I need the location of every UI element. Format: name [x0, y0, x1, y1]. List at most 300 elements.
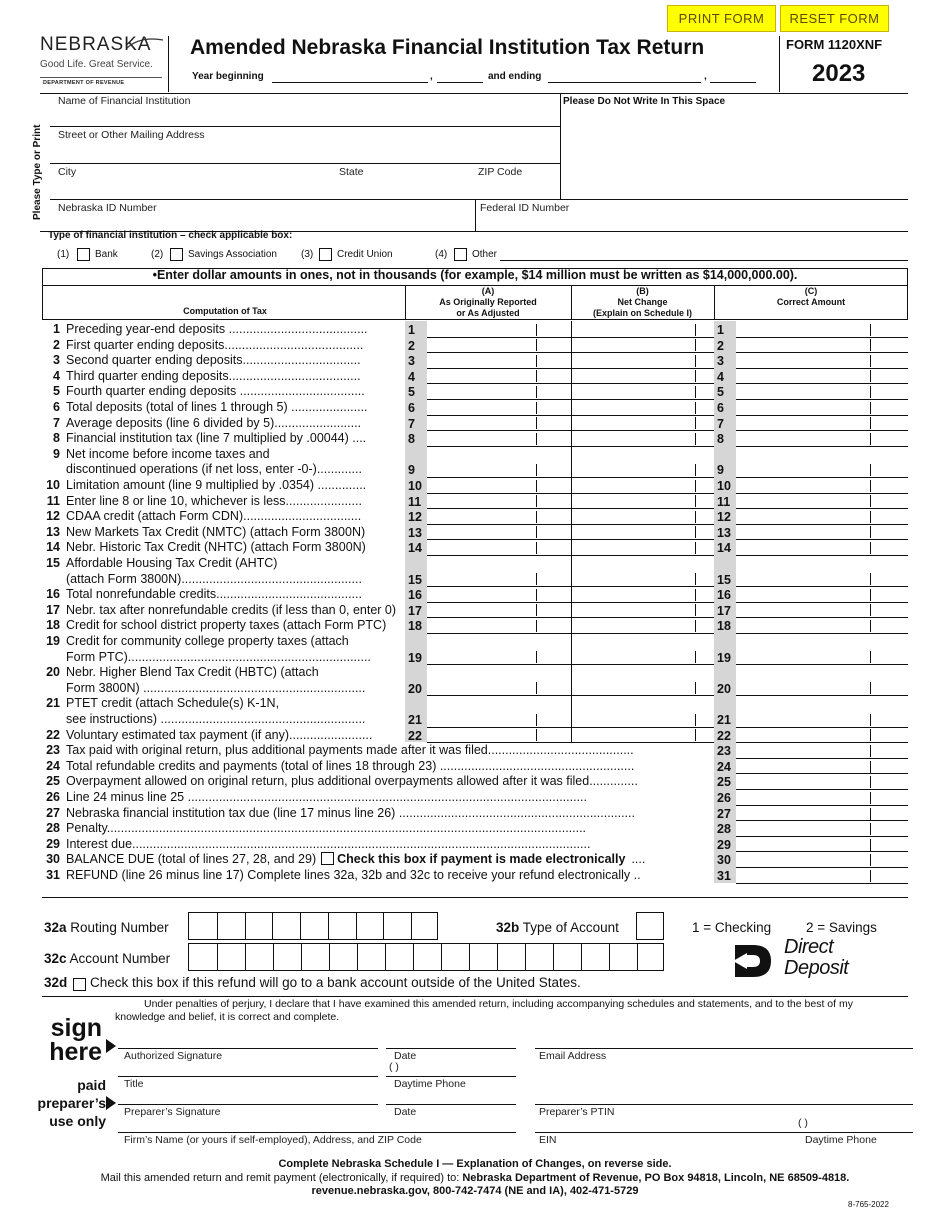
preparer-signature-label: Preparer’s Signature — [124, 1106, 221, 1118]
account-number-input[interactable] — [188, 943, 664, 971]
amount-c-input[interactable] — [736, 368, 908, 384]
amount-c-input[interactable] — [736, 321, 908, 337]
amount-b-input[interactable] — [571, 430, 714, 446]
line-label-cont: see instructions) ........................................................... — [66, 712, 366, 726]
amount-separator — [536, 355, 537, 367]
amount-c-input[interactable] — [736, 383, 908, 399]
digit-cell-divider — [581, 944, 582, 970]
amount-separator — [695, 464, 696, 476]
digit-cell-divider — [497, 944, 498, 970]
account-type-num: 32b — [496, 920, 520, 935]
line-label-cont: Form PTC)...................................................................... — [66, 649, 371, 664]
amount-c-input[interactable] — [736, 539, 908, 555]
amount-a-input[interactable] — [427, 695, 571, 726]
sign-word: sign — [50, 1014, 102, 1042]
amount-a-input[interactable] — [427, 539, 571, 555]
amount-c-input[interactable] — [736, 430, 908, 446]
amount-separator — [870, 870, 871, 882]
amount-b-input[interactable] — [571, 586, 714, 602]
line-label: Affordable Housing Tax Credit (AHTC) — [66, 556, 278, 570]
col-c-line1: Correct Amount — [776, 297, 846, 307]
paid-preparer-label — [30, 1076, 106, 1130]
amount-separator — [695, 324, 696, 336]
line-label: Line 24 minus line 25 ................................................................................................................... — [66, 790, 587, 804]
line-number: 6 — [53, 400, 60, 414]
foreign-bank-checkbox[interactable] — [73, 978, 86, 991]
opt-num: (4) — [435, 249, 448, 260]
line-box-c: 24 — [714, 758, 736, 774]
amount-b-input[interactable] — [571, 524, 714, 540]
email-label: Email Address — [539, 1050, 607, 1062]
amount-separator — [870, 355, 871, 367]
amount-b-input[interactable] — [571, 383, 714, 399]
line-label: Total refundable credits and payments (total of lines 18 through 23) ........................................................ — [66, 758, 635, 773]
line-box-c: 13 — [714, 524, 736, 540]
amount-a-input[interactable] — [427, 368, 571, 384]
amount-b-input[interactable] — [571, 602, 714, 618]
comma-sep: , — [704, 71, 707, 82]
line-label: Second quarter ending deposits.................................. — [66, 353, 361, 368]
amount-b-input[interactable] — [571, 695, 714, 726]
amount-c-input[interactable] — [736, 352, 908, 368]
direct-deposit-icon — [733, 941, 775, 981]
digit-cell-divider — [411, 913, 412, 939]
preparer-phone-label: Daytime Phone — [805, 1134, 877, 1146]
line-box-c: 2 — [714, 337, 736, 353]
here-word: here — [49, 1038, 102, 1066]
amount-separator — [536, 433, 537, 445]
line-number: 23 — [46, 743, 60, 758]
line-box-a: 9 — [405, 446, 427, 477]
amount-separator — [870, 792, 871, 804]
amount-c-input[interactable] — [736, 337, 908, 353]
amount-b-input[interactable] — [571, 477, 714, 493]
title-label: Title — [124, 1078, 144, 1090]
ein-label: EIN — [539, 1134, 557, 1146]
line-number: 22 — [46, 727, 60, 742]
col-b-letter: (B) — [636, 286, 649, 296]
amount-a-input[interactable] — [427, 352, 571, 368]
line-label: Credit for school district property taxes (attach Form PTC) — [66, 618, 387, 633]
amount-c-input[interactable] — [736, 758, 908, 774]
routing-label: Routing Number — [70, 920, 169, 935]
line-box-a: 22 — [405, 727, 427, 743]
amount-separator — [536, 589, 537, 601]
line-label: REFUND (line 26 minus line 17) Complete lines 32a, 32b and 32c to receive your refund electronically .. — [66, 868, 641, 882]
amount-separator — [536, 495, 537, 507]
line-label-cont: Form 3800N) ................................................................ — [66, 680, 366, 695]
col-a-line2: or As Adjusted — [456, 308, 520, 318]
digit-cell-divider — [385, 944, 386, 970]
amount-a-input[interactable] — [427, 430, 571, 446]
line-box-c: 4 — [714, 368, 736, 384]
amount-a-input[interactable] — [427, 664, 571, 695]
amount-b-input[interactable] — [571, 633, 714, 664]
amount-c-input[interactable] — [736, 415, 908, 431]
amount-b-input[interactable] — [571, 508, 714, 524]
amount-separator — [695, 495, 696, 507]
row-rule — [736, 883, 908, 884]
amount-separator — [870, 417, 871, 429]
amount-b-input[interactable] — [571, 539, 714, 555]
amount-separator — [536, 651, 537, 663]
line-box-c: 18 — [714, 617, 736, 633]
line-label: Tax paid with original return, plus additional payments made after it was filed.......................................... — [66, 743, 634, 758]
digit-cell-divider — [357, 944, 358, 970]
amount-separator — [536, 464, 537, 476]
line-label — [66, 852, 711, 866]
line-label: Total deposits (total of lines 1 through 5) ...................... — [66, 400, 368, 414]
amount-separator — [536, 370, 537, 382]
line-text: BALANCE DUE (total of lines 27, 28, and 29) — [66, 852, 317, 867]
amount-c-input[interactable] — [736, 820, 908, 836]
line-box-a: 17 — [405, 602, 427, 618]
savings-assoc-label: Savings Association — [188, 249, 277, 260]
foreign-bank-num: 32d — [44, 975, 68, 990]
digit-cell-divider — [356, 913, 357, 939]
digit-cell-divider — [329, 944, 330, 970]
other-checkbox[interactable] — [454, 248, 467, 261]
amount-b-input[interactable] — [571, 493, 714, 509]
digit-cell-divider — [217, 913, 218, 939]
year-ending-label: and ending — [488, 71, 542, 82]
amount-b-input[interactable] — [571, 727, 714, 743]
name-field-label: Name of Financial Institution — [58, 95, 191, 107]
zip-field-label: ZIP Code — [478, 166, 523, 178]
amount-separator — [870, 402, 871, 414]
amount-separator — [870, 324, 871, 336]
line-label: Fourth quarter ending deposits .................................... — [66, 384, 365, 399]
institution-type-label: Type of financial institution – check applicable box: — [48, 230, 293, 241]
amount-separator — [695, 370, 696, 382]
line-box-a: 14 — [405, 539, 427, 555]
amount-a-input[interactable] — [427, 555, 571, 586]
digit-cell-divider — [383, 913, 384, 939]
opt-num: (1) — [57, 249, 70, 260]
line-number: 7 — [53, 415, 60, 430]
line-box-c: 11 — [714, 493, 736, 509]
line-box-c: 16 — [714, 586, 736, 602]
line-label-cont: discontinued operations (if net loss, enter -0-)............. — [66, 462, 362, 477]
dd-word2: Deposit — [784, 957, 849, 979]
amount-separator — [536, 511, 537, 523]
line-box-a: 2 — [405, 337, 427, 353]
line-box-a: 8 — [405, 430, 427, 446]
routing-number-input[interactable] — [188, 912, 438, 940]
logo-tagline: Good Life. Great Service. — [40, 59, 153, 70]
amount-separator — [695, 433, 696, 445]
line-number: 30 — [46, 852, 60, 867]
amount-separator — [536, 339, 537, 351]
form-code: 8-765-2022 — [848, 1200, 889, 1209]
line-box-a: 19 — [405, 633, 427, 664]
use-only-word: use only — [49, 1113, 106, 1129]
amount-b-input[interactable] — [571, 415, 714, 431]
amount-separator — [870, 682, 871, 694]
amount-b-input[interactable] — [571, 664, 714, 695]
amount-c-input[interactable] — [736, 446, 908, 477]
line-number: 24 — [46, 758, 60, 773]
amount-a-input[interactable] — [427, 633, 571, 664]
amount-separator — [695, 339, 696, 351]
line-box-c: 12 — [714, 508, 736, 524]
line-label: Voluntary estimated tax payment (if any)........................ — [66, 727, 373, 742]
amount-separator — [536, 324, 537, 336]
reset-form-button[interactable]: RESET FORM — [780, 5, 889, 32]
checking-option: 1 = Checking — [692, 920, 772, 935]
line-label: Interest due.................................................................................................................................... — [66, 836, 591, 851]
account-type-input[interactable] — [636, 912, 664, 940]
amount-separator — [870, 386, 871, 398]
credit-union-label: Credit Union — [337, 249, 393, 260]
line-number: 3 — [53, 353, 60, 368]
amount-c-input[interactable] — [736, 493, 908, 509]
digit-cell-divider — [469, 944, 470, 970]
amount-a-input[interactable] — [427, 446, 571, 477]
routing-num: 32a — [44, 920, 67, 935]
amount-b-input[interactable] — [571, 617, 714, 633]
footer-schedule-note: Complete Nebraska Schedule I — Explanation of Changes, on reverse side. — [278, 1158, 672, 1170]
line-label: Enter line 8 or line 10, whichever is less...................... — [66, 493, 362, 508]
amount-c-input[interactable] — [736, 477, 908, 493]
line-number: 9 — [53, 446, 60, 461]
digit-cell-divider — [300, 913, 301, 939]
col-b-header — [571, 286, 714, 319]
line-number: 20 — [46, 665, 60, 680]
col-b-line2: (Explain on Schedule I) — [592, 308, 692, 318]
amount-separator — [695, 542, 696, 554]
line-box-a: 21 — [405, 695, 427, 726]
amount-c-input[interactable] — [736, 524, 908, 540]
auth-signature-label: Authorized Signature — [124, 1050, 223, 1062]
amount-separator — [536, 417, 537, 429]
amount-a-input[interactable] — [427, 493, 571, 509]
line-label: Credit for community college property taxes (attach — [66, 634, 349, 648]
bank-label: Bank — [95, 249, 118, 260]
amount-separator — [536, 604, 537, 616]
col-c-header — [714, 286, 908, 308]
col-c-letter: (C) — [804, 286, 818, 296]
logo-dept: DEPARTMENT OF REVENUE — [43, 80, 125, 86]
declaration-text: Under penalties of perjury, I declare that I have examined this amended return, including accompanying schedules and statements, and to the best of my — [144, 998, 853, 1010]
do-not-write-label: Please Do Not Write In This Space — [563, 96, 726, 107]
amount-separator — [695, 714, 696, 726]
amount-separator — [870, 808, 871, 820]
line-box-c: 3 — [714, 352, 736, 368]
amount-c-input[interactable] — [736, 773, 908, 789]
amount-a-input[interactable] — [427, 321, 571, 337]
savings-assoc-checkbox[interactable] — [170, 248, 183, 261]
amount-separator — [870, 464, 871, 476]
digit-cell-divider — [301, 944, 302, 970]
amount-c-input[interactable] — [736, 867, 908, 883]
line-box-a: 7 — [405, 415, 427, 431]
amount-c-input[interactable] — [736, 851, 908, 867]
city-field-label: City — [58, 166, 77, 178]
line-label: Limitation amount (line 9 multiplied by .0354) .............. — [66, 478, 367, 492]
line-box-c: 21 — [714, 695, 736, 726]
line-number: 10 — [46, 478, 60, 492]
bank-checkbox[interactable] — [77, 248, 90, 261]
amount-a-input[interactable] — [427, 399, 571, 415]
amount-separator — [870, 573, 871, 585]
line-number: 25 — [46, 774, 60, 789]
line-number: 27 — [46, 805, 60, 820]
amount-separator — [695, 604, 696, 616]
line-number: 29 — [46, 836, 60, 851]
line-box-c: 5 — [714, 383, 736, 399]
digit-cell-divider — [245, 944, 246, 970]
amount-c-input[interactable] — [736, 789, 908, 805]
amount-b-input[interactable] — [571, 368, 714, 384]
amount-separator — [870, 729, 871, 741]
line-label: PTET credit (attach Schedule(s) K-1N, — [66, 696, 280, 711]
amount-a-input[interactable] — [427, 337, 571, 353]
phone-paren: ( ) — [389, 1061, 399, 1073]
amount-separator — [870, 620, 871, 632]
amount-a-input[interactable] — [427, 602, 571, 618]
amount-a-input[interactable] — [427, 586, 571, 602]
amount-a-input[interactable] — [427, 415, 571, 431]
dollar-notice: •Enter dollar amounts in ones, not in thousands (for example, $14 million must be written as $14,000,000.00). — [152, 268, 798, 282]
preparers-word: preparer’s — [37, 1095, 106, 1111]
comma-sep: , — [430, 71, 433, 82]
phone2-paren: ( ) — [798, 1117, 808, 1129]
line-number: 4 — [53, 368, 60, 383]
line-number: 21 — [46, 696, 60, 711]
amount-c-input[interactable] — [736, 695, 908, 726]
amount-a-input[interactable] — [427, 617, 571, 633]
amount-c-input[interactable] — [736, 836, 908, 852]
amount-separator — [536, 526, 537, 538]
amount-c-input[interactable] — [736, 586, 908, 602]
preparer-date-label: Date — [394, 1106, 417, 1118]
line-label: Nebr. tax after nonrefundable credits (if less than 0, enter 0) — [66, 602, 397, 617]
line-box-a: 1 — [405, 321, 427, 337]
amount-c-input[interactable] — [736, 633, 908, 664]
line-number: 16 — [46, 587, 60, 602]
line-number: 2 — [53, 337, 60, 352]
line-bold-text: Check this box if payment is made electronically — [337, 852, 626, 867]
amount-a-input[interactable] — [427, 524, 571, 540]
amount-separator — [695, 589, 696, 601]
line-box-c: 30 — [714, 851, 736, 867]
amount-separator — [870, 854, 871, 866]
digit-cell-divider — [525, 944, 526, 970]
amount-a-input[interactable] — [427, 508, 571, 524]
amount-c-input[interactable] — [736, 664, 908, 695]
col-a-header — [405, 286, 571, 319]
amount-c-input[interactable] — [736, 617, 908, 633]
line-box-a: 4 — [405, 368, 427, 384]
amount-b-input[interactable] — [571, 321, 714, 337]
line-label: CDAA credit (attach Form CDN).................................. — [66, 509, 362, 524]
logo-swoosh-icon — [125, 36, 165, 50]
account-label: Account Number — [69, 951, 171, 966]
amount-separator — [870, 526, 871, 538]
line-number: 19 — [46, 634, 60, 648]
line-label: Nebraska financial institution tax due (line 17 minus line 26) .................................................................... — [66, 805, 635, 820]
line-box-c: 29 — [714, 836, 736, 852]
line-box-a: 6 — [405, 399, 427, 415]
line-box-a: 3 — [405, 352, 427, 368]
tax-year: 2023 — [812, 60, 866, 87]
street-field-label: Street or Other Mailing Address — [58, 129, 205, 141]
print-form-button[interactable]: PRINT FORM — [667, 5, 776, 32]
ne-id-field-label: Nebraska ID Number — [58, 202, 157, 214]
amount-b-input[interactable] — [571, 352, 714, 368]
digit-cell-divider — [637, 944, 638, 970]
amount-b-input[interactable] — [571, 446, 714, 477]
col-b-line1: Net Change — [617, 297, 668, 307]
amount-c-input[interactable] — [736, 602, 908, 618]
digit-cell-divider — [553, 944, 554, 970]
amount-separator — [870, 823, 871, 835]
line-box-a: 11 — [405, 493, 427, 509]
line-number: 18 — [46, 618, 60, 633]
preparer-ptin-label: Preparer’s PTIN — [539, 1106, 615, 1118]
amount-c-input[interactable] — [736, 555, 908, 586]
date-label: Date — [394, 1050, 417, 1062]
amount-separator — [695, 526, 696, 538]
please-type-label: Please Type or Print — [32, 124, 43, 220]
line-label: Third quarter ending deposits...................................... — [66, 368, 361, 383]
amount-c-input[interactable] — [736, 399, 908, 415]
amount-a-input[interactable] — [427, 477, 571, 493]
line-box-c: 7 — [714, 415, 736, 431]
amount-separator — [870, 745, 871, 757]
amount-separator — [870, 370, 871, 382]
amount-separator — [695, 355, 696, 367]
amount-b-input[interactable] — [571, 337, 714, 353]
amount-b-input[interactable] — [571, 399, 714, 415]
line-label: Preceding year-end deposits ........................................ — [66, 322, 368, 336]
amount-c-input[interactable] — [736, 508, 908, 524]
amount-a-input[interactable] — [427, 383, 571, 399]
line-box-c: 26 — [714, 789, 736, 805]
amount-a-input[interactable] — [427, 727, 571, 743]
amount-c-input[interactable] — [736, 805, 908, 821]
amount-separator — [695, 620, 696, 632]
amount-separator — [695, 651, 696, 663]
amount-separator — [536, 542, 537, 554]
fed-id-field-label: Federal ID Number — [480, 202, 570, 214]
digit-cell-divider — [609, 944, 610, 970]
footer-address: Nebraska Department of Revenue, PO Box 94818, Lincoln, NE 68509-4818. — [462, 1172, 850, 1184]
line-box-c: 17 — [714, 602, 736, 618]
digit-cell-divider — [413, 944, 414, 970]
line-number: 1 — [53, 322, 60, 336]
line-box-a: 16 — [405, 586, 427, 602]
amount-separator — [870, 495, 871, 507]
amount-b-input[interactable] — [571, 555, 714, 586]
state-field-label: State — [339, 166, 364, 178]
credit-union-checkbox[interactable] — [319, 248, 332, 261]
line-box-c: 28 — [714, 820, 736, 836]
amount-separator — [870, 480, 871, 492]
amount-separator — [695, 511, 696, 523]
amount-c-input[interactable] — [736, 727, 908, 743]
line-label: New Markets Tax Credit (NMTC) (attach Form 3800N) — [66, 524, 366, 539]
line-number: 15 — [46, 556, 60, 570]
pay-electronic-checkbox[interactable] — [321, 852, 334, 865]
line-box-a: 18 — [405, 617, 427, 633]
amount-separator — [695, 386, 696, 398]
amount-separator — [870, 714, 871, 726]
amount-c-input[interactable] — [736, 742, 908, 758]
line-box-c: 8 — [714, 430, 736, 446]
amount-separator — [536, 402, 537, 414]
